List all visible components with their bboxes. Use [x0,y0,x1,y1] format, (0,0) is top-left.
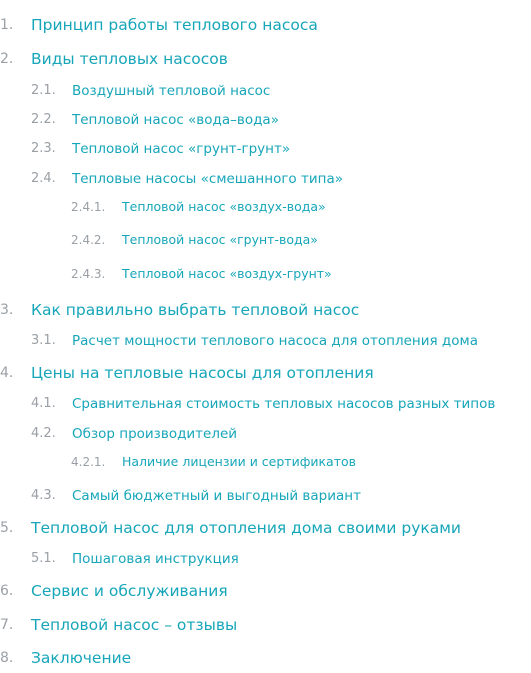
toc-item-number: 3.1. [31,333,56,348]
toc-item-number: 7. [0,617,14,633]
toc-item[interactable] [0,613,531,637]
toc-item-link[interactable]: Цены на тепловые насосы для отопления [31,364,374,382]
toc-item-number: 2.1. [31,83,56,98]
toc-item-number: 5.1. [31,551,56,566]
toc-item-number: 2.4. [31,171,56,186]
toc-item-link[interactable]: Самый бюджетный и выгодный вариант [72,488,361,504]
toc-item[interactable] [0,47,531,71]
toc-item[interactable] [0,265,531,283]
toc-item-number: 2.2. [31,112,56,127]
toc-item-number: 8. [0,650,14,666]
toc-item[interactable] [0,139,531,159]
toc-item-number: 2. [0,51,14,67]
toc-item-link[interactable]: Тепловой насос «грунт-вода» [122,232,318,247]
toc-item[interactable] [0,198,531,216]
toc-item[interactable] [0,331,531,351]
toc-item-number: 2.4.3. [71,267,106,281]
toc-item[interactable] [0,453,531,471]
toc-item-link[interactable]: Тепловой насос для отопления дома своими руками [31,519,462,537]
toc-item[interactable] [0,486,531,506]
toc-item-number: 2.4.1. [71,200,106,214]
toc-item[interactable] [0,424,531,444]
toc-item[interactable] [0,394,531,414]
toc-item[interactable] [0,231,531,249]
toc-item-link[interactable]: Сравнительная стоимость тепловых насосов разных типов [72,396,496,412]
toc-item-link[interactable]: Тепловой насос «воздух-вода» [122,199,326,214]
toc-item-number: 4. [0,365,14,381]
toc-item[interactable] [0,516,531,540]
toc-item-link[interactable]: Тепловой насос «воздух-грунт» [122,266,332,281]
toc-item-number: 2.3. [31,141,56,156]
toc-item-number: 4.2.1. [71,455,106,469]
toc-item-number: 5. [0,520,14,536]
toc-item[interactable] [0,13,531,37]
toc-item-link[interactable]: Расчет мощности теплового насоса для отопления дома [72,333,478,349]
toc-item-link[interactable]: Тепловой насос – отзывы [31,616,238,634]
toc-item[interactable] [0,361,531,385]
toc-item-number: 2.4.2. [71,233,106,247]
toc-item[interactable] [0,549,531,569]
toc-item-link[interactable]: Тепловые насосы «смешанного типа» [72,171,343,187]
toc-item[interactable] [0,110,531,130]
toc-item[interactable] [0,169,531,189]
toc-item-number: 6. [0,583,14,599]
toc-item-link[interactable]: Заключение [31,649,132,667]
toc-item-link[interactable]: Пошаговая инструкция [72,551,239,567]
toc-item[interactable] [0,579,531,603]
toc-item-number: 4.3. [31,488,56,503]
toc-item-number: 4.1. [31,396,56,411]
toc-item-number: 4.2. [31,426,56,441]
toc-item-number: 1. [0,17,14,33]
toc-item-link[interactable]: Тепловой насос «грунт-грунт» [72,141,291,157]
toc-item-link[interactable]: Как правильно выбрать тепловой насос [31,301,360,319]
toc-item[interactable] [0,298,531,322]
toc-item-number: 3. [0,302,14,318]
toc-item[interactable] [0,646,531,670]
toc-item-link[interactable]: Воздушный тепловой насос [72,83,271,99]
toc-item-link[interactable]: Наличие лицензии и сертификатов [122,454,357,469]
toc-item-link[interactable]: Виды тепловых насосов [31,50,228,68]
toc-item-link[interactable]: Тепловой насос «вода–вода» [72,112,279,128]
toc-item-link[interactable]: Сервис и обслуживания [31,582,228,600]
toc-item[interactable] [0,81,531,101]
toc-item-link[interactable]: Обзор производителей [72,426,238,442]
toc-item-link[interactable]: Принцип работы теплового насоса [31,16,318,34]
